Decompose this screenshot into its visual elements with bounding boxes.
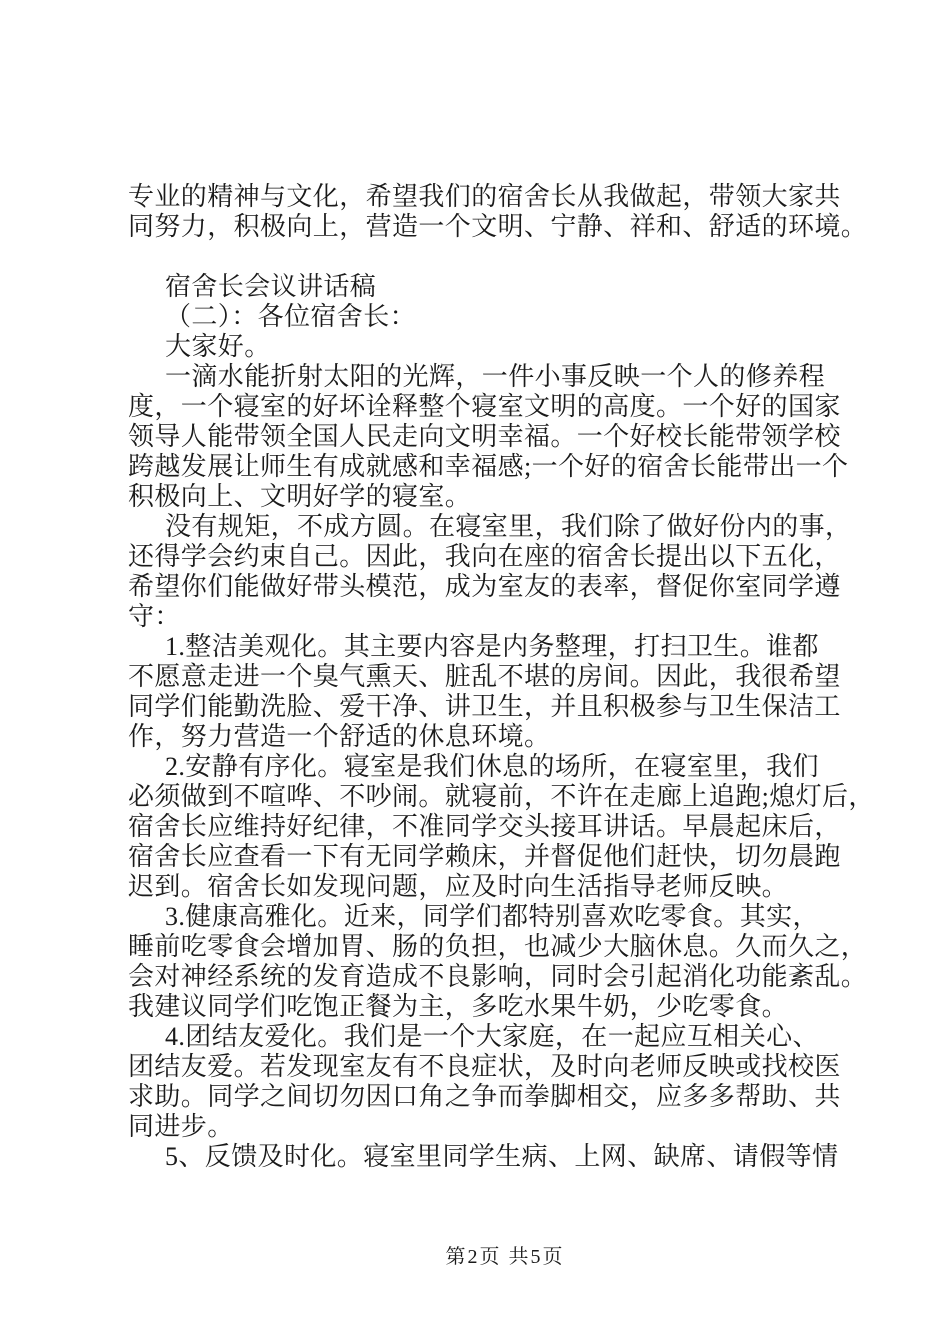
text-line: 1.整洁美观化。其主要内容是内务整理，打扫卫生。谁都: [165, 632, 819, 661]
text-line: 宿舍长应查看一下有无同学赖床，并督促他们赶快，切勿晨跑: [128, 842, 841, 871]
text-line: 一滴水能折射太阳的光辉，一件小事反映一个人的修养程: [165, 362, 826, 391]
text-line: 会对神经系统的发育造成不良影响，同时会引起消化功能紊乱。: [128, 962, 868, 991]
text-line: 宿舍长应维持好纪律，不准同学交头接耳讲话。早晨起床后，: [128, 812, 841, 841]
text-line: 同进步。: [128, 1112, 234, 1141]
text-line: 还得学会约束自己。因此，我向在座的宿舍长提出以下五化，: [128, 542, 841, 571]
text-line: 宿舍长会议讲话稿: [165, 272, 377, 301]
text-line: 守：: [128, 602, 181, 631]
text-line: 求助。同学之间切勿因口角之争而拳脚相交，应多多帮助、共: [128, 1082, 841, 1111]
page-footer: [0, 1240, 950, 1269]
text-line: 没有规矩，不成方圆。在寝室里，我们除了做好份内的事，: [165, 512, 852, 541]
text-line: [128, 242, 868, 272]
text-line: 不愿意走进一个臭气熏天、脏乱不堪的房间。因此，我很希望: [128, 662, 841, 691]
text-line: 团结友爱。若发现室友有不良症状，及时向老师反映或找校医: [128, 1052, 841, 1081]
text-line: 同学们能勤洗脸、爱干净、讲卫生，并且积极参与卫生保洁工: [128, 692, 841, 721]
text-line: 大家好。: [165, 332, 271, 361]
text-line: 专业的精神与文化，希望我们的宿舍长从我做起，带领大家共: [128, 182, 841, 211]
text-line: 积极向上、文明好学的寝室。: [128, 482, 472, 511]
text-line: 度，一个寝室的好坏诠释整个寝室文明的高度。一个好的国家: [128, 392, 841, 421]
text-line: 4.团结友爱化。我们是一个大家庭，在一起应互相关心、: [165, 1022, 819, 1051]
text-line: 作，努力营造一个舒适的休息环境。: [128, 722, 551, 751]
text-line: 希望你们能做好带头模范，成为室友的表率，督促你室同学遵: [128, 572, 841, 601]
text-line: 我建议同学们吃饱正餐为主，多吃水果牛奶，少吃零食。: [128, 992, 789, 1021]
page-number-label: 第2页 共5页: [445, 1246, 565, 1268]
text-line: 5、反馈及时化。寝室里同学生病、上网、缺席、请假等情: [165, 1142, 839, 1171]
text-line: （二）：各位宿舍长：: [165, 302, 417, 331]
text-line: 必须做到不喧哗、不吵闹。就寝前，不许在走廊上追跑;熄灯后，: [128, 782, 875, 811]
text-line: 2.安静有序化。寝室是我们休息的场所，在寝室里，我们: [165, 752, 819, 781]
text-line: 3.健康高雅化。近来，同学们都特别喜欢吃零食。其实，: [165, 902, 819, 931]
document-body: [128, 182, 875, 1172]
text-line: 同努力，积极向上，营造一个文明、宁静、祥和、舒适的环境。: [128, 212, 868, 241]
text-line: 跨越发展让师生有成就感和幸福感;一个好的宿舍长能带出一个: [128, 452, 849, 481]
text-line: 领导人能带领全国人民走向文明幸福。一个好校长能带领学校: [128, 422, 841, 451]
text-line: 迟到。宿舍长如发现问题，应及时向生活指导老师反映。: [128, 872, 789, 901]
text-line: 睡前吃零食会增加胃、肠的负担，也减少大脑休息。久而久之，: [128, 932, 868, 961]
